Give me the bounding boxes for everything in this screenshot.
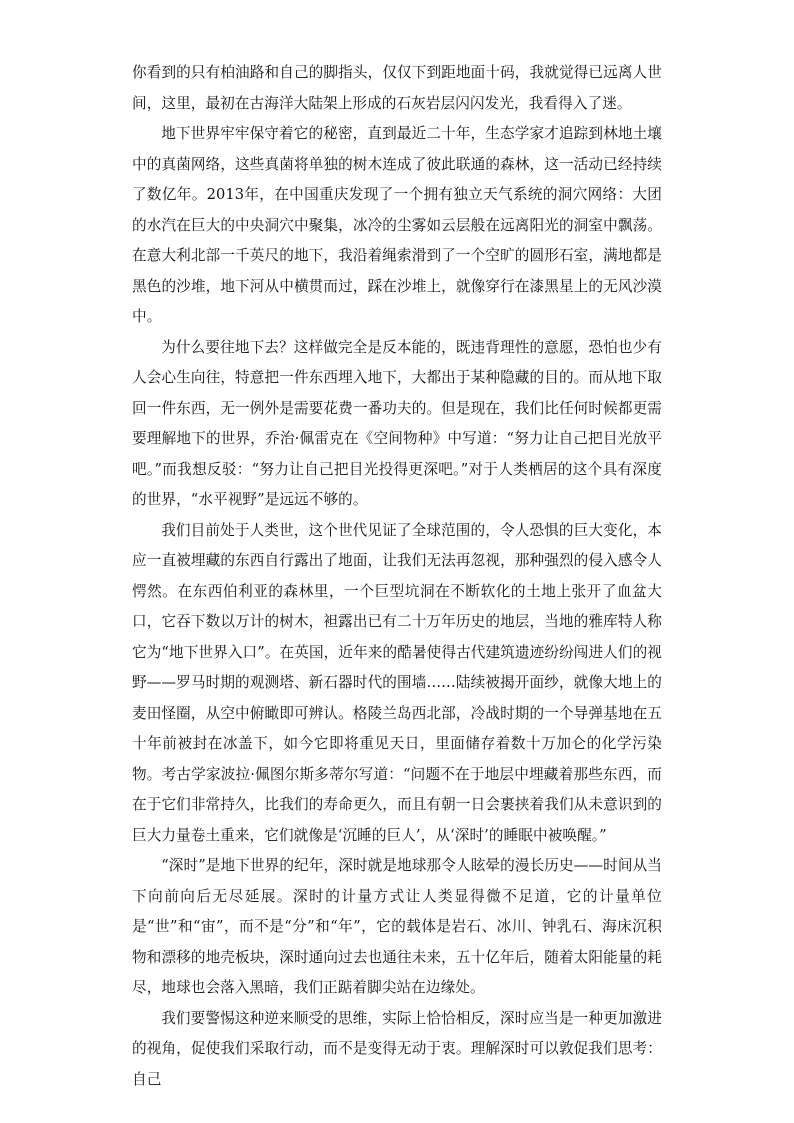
paragraph-4: 我们目前处于人类世，这个世代见证了全球范围的，令人恐惧的巨大变化，本应一直被埋藏的东西自行露出了地面，让我们无法再忽视，那种强烈的侵入感令人愕然。在东西伯利亚的森林里，一个巨型坑洞在不断软化的土地上张开了血盆大口，它吞下数以万计的树木，袒露出已有二十万年历史的地层，当地的雅库特人称它为“地下世界入口”。在英国，近年来的酷暑使得古代建筑遗迹纷纷闯进人们的视野——罗马时期的观测塔、新石器时代的围墙……陆续被揭开面纱，就像大地上的麦田怪圈，从空中俯瞰即可辨认。格陵兰岛西北部，冷战时期的一个导弹基地在五十年前被封在冰盖下，如今它即将重见天日，里面储存着数十万加仑的化学污染物。考古学家波拉·佩图尔斯多蒂尔写道：“问题不在于地层中埋藏着那些东西，而在于它们非常持久，比我们的寿命更久，而且有朝一日会裹挟着我们从未意识到的巨大力量卷土重来，它们就像是‘沉睡的巨人’，从‘深时’的睡眠中被唤醒。” [132,521,662,844]
paragraph-3: 为什么要往地下去？这样做完全是反本能的，既违背理性的意愿，恐怕也少有人会心生向往，特意把一件东西埋入地下，大都出于某种隐藏的目的。而从地下取回一件东西，无一例外是需要花费一番功夫的。但是现在，我们比任何时候都更需要理解地下的世界，乔治·佩雷克在《空间物种》中写道：“努力让自己把目光放平吧。”而我想反驳：“努力让自己把目光投得更深吧。”对于人类栖居的这个具有深度的世界，“水平视野”是远远不够的。 [132,338,662,508]
paragraph-6: 我们要警惕这种逆来顺受的思维，实际上恰恰相反，深时应当是一种更加激进的视角，促使我们采取行动，而不是变得无动于衷。理解深时可以敦促我们思考：自己 [132,1009,662,1088]
article-body [132,58,662,1095]
paragraph-5: “深时”是地下世界的纪年，深时就是地球那令人眩晕的漫长历史——时间从当下向前向后无尽延展。深时的计量方式让人类显得微不足道，它的计量单位是“世”和“宙”，而不是“分”和“年”，它的载体是岩石、冰川、钟乳石、海床沉积物和漂移的地壳板块，深时通向过去也通往未来，五十亿年后，随着太阳能量的耗尽，地球也会落入黑暗，我们正踮着脚尖站在边缘处。 [132,857,662,996]
paragraph-2: 地下世界牢牢保守着它的秘密，直到最近二十年，生态学家才追踪到林地土壤中的真菌网络，这些真菌将单独的树木连成了彼此联通的森林，这一活动已经持续了数亿年。2013年，在中国重庆发现了一个拥有独立天气系统的洞穴网络：大团的水汽在巨大的中央洞穴中聚集，冰冷的尘雾如云层般在远离阳光的洞室中飘荡。在意大利北部一千英尺的地下，我沿着绳索滑到了一个空旷的圆形石室，满地都是黑色的沙堆，地下河从中横贯而过，踩在沙堆上，就像穿行在漆黑星上的无风沙漠中。 [132,125,662,325]
paragraph-1: 你看到的只有柏油路和自己的脚指头，仅仅下到距地面十码，我就觉得已远离人世间，这里，最初在古海洋大陆架上形成的石灰岩层闪闪发光，我看得入了迷。 [132,64,662,112]
